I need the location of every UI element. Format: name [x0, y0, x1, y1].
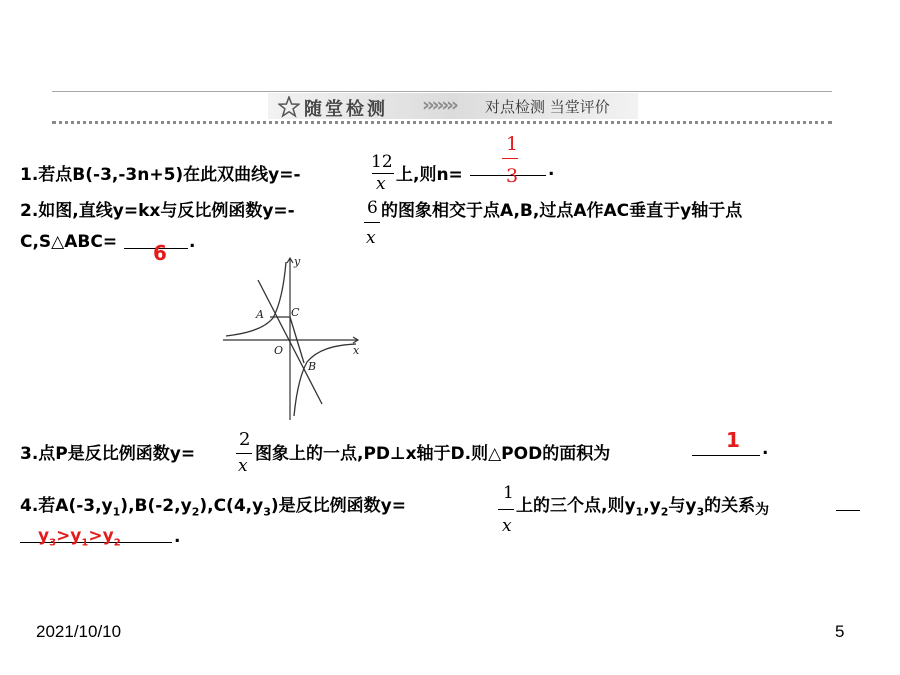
q2-line2: C,S△ABC= — [20, 232, 118, 252]
q2-suffix: 的图象相交于点A,B,过点A作AC垂直于y轴于点 — [381, 201, 743, 221]
header-top-rule — [52, 91, 832, 92]
q4-frac-den: x — [502, 516, 512, 536]
q4-tail4: 的关系 — [704, 496, 756, 516]
q4-answer-as: 3 — [49, 537, 57, 549]
q1-answer-den: 3 — [506, 165, 519, 187]
q3-prefix: 3.点P是反比例函数y= — [20, 444, 196, 464]
star-icon — [278, 96, 300, 118]
q3-frac-den: x — [238, 456, 248, 476]
fig-label-x: x — [353, 344, 360, 357]
q4-tail3: 与y — [668, 496, 697, 516]
q2-answer: 6 — [153, 241, 167, 265]
header-arrows: ››››››› — [422, 94, 456, 116]
q4-answer-b: >y — [56, 526, 82, 546]
q4-part3: ),C(4,y — [199, 496, 264, 516]
q4-sub2: 2 — [191, 505, 200, 519]
hyperbola-branches — [226, 262, 356, 416]
q4-answer-c: >y — [88, 526, 114, 546]
q4-answer-bs: 1 — [81, 537, 89, 549]
q4-frac-num: 1 — [503, 483, 514, 503]
q1-suffix: 上,则n= — [396, 165, 463, 185]
q4-sub3: 3 — [263, 505, 271, 519]
header-subtitle: 对点检测 当堂评价 — [485, 98, 610, 116]
q4-tail5: 为 — [755, 502, 770, 518]
q4-frac-bar — [498, 509, 514, 510]
q4-line1 — [20, 491, 406, 518]
q3-end: . — [762, 439, 769, 459]
q4-sub1: 1 — [112, 505, 121, 519]
q4-tail-sub1: 1 — [635, 505, 644, 519]
hyperbola-figure — [218, 250, 368, 422]
fig-label-a: A — [256, 308, 264, 321]
q4-prefix: 4.若A(-3,y — [20, 496, 113, 516]
footer-date: 2021/10/10 — [36, 622, 122, 641]
q4-answer-cs: 2 — [113, 537, 121, 549]
q3-frac-num: 2 — [239, 429, 251, 450]
q4-blank-line1 — [836, 510, 860, 511]
q2-frac-num: 6 — [367, 198, 378, 218]
fig-label-c: C — [291, 306, 300, 319]
fig-label-b: B — [308, 360, 317, 373]
q2-prefix: 2.如图,直线y=kx与反比例函数y=- — [20, 201, 295, 221]
q4-tail2: ,y — [643, 496, 661, 516]
q1-prefix: 1.若点B(-3,-3n+5)在此双曲线y=- — [20, 165, 301, 185]
q2-frac-bar — [364, 222, 380, 223]
q4-tail-sub3: 3 — [696, 505, 705, 519]
q1-answer-num: 1 — [506, 133, 519, 155]
q4-answer — [38, 526, 121, 548]
q4-part4: )是反比例函数y= — [270, 496, 406, 516]
q1-frac-den: x — [376, 174, 386, 194]
page-number: 5 — [835, 622, 845, 641]
q3-frac-bar — [236, 453, 252, 454]
q2-frac-den: x — [366, 228, 376, 248]
section-title: 随堂检测 — [304, 99, 388, 120]
fig-label-y: y — [294, 255, 301, 268]
q4-tail1: 上的三个点,则y — [516, 496, 636, 516]
q3-suffix: 图象上的一点,PD⊥x轴于D.则△POD的面积为 — [255, 444, 611, 464]
q4-part2: ),B(-2,y — [120, 496, 192, 516]
q4-tail-sub2: 2 — [660, 505, 669, 519]
q2-end: . — [189, 232, 196, 252]
fig-label-o: O — [274, 344, 284, 357]
header-dotted-rule — [52, 121, 832, 127]
q1-end: . — [548, 160, 555, 180]
figure-axes — [223, 258, 358, 420]
q3-answer-blank — [692, 455, 760, 456]
q1-answer-bar — [502, 158, 518, 159]
q4-line1-tail — [516, 491, 769, 518]
q4-end: . — [174, 527, 181, 547]
q4-answer-a: y — [38, 526, 50, 546]
q3-answer: 1 — [726, 428, 740, 452]
q1-frac-num: 12 — [371, 152, 393, 172]
